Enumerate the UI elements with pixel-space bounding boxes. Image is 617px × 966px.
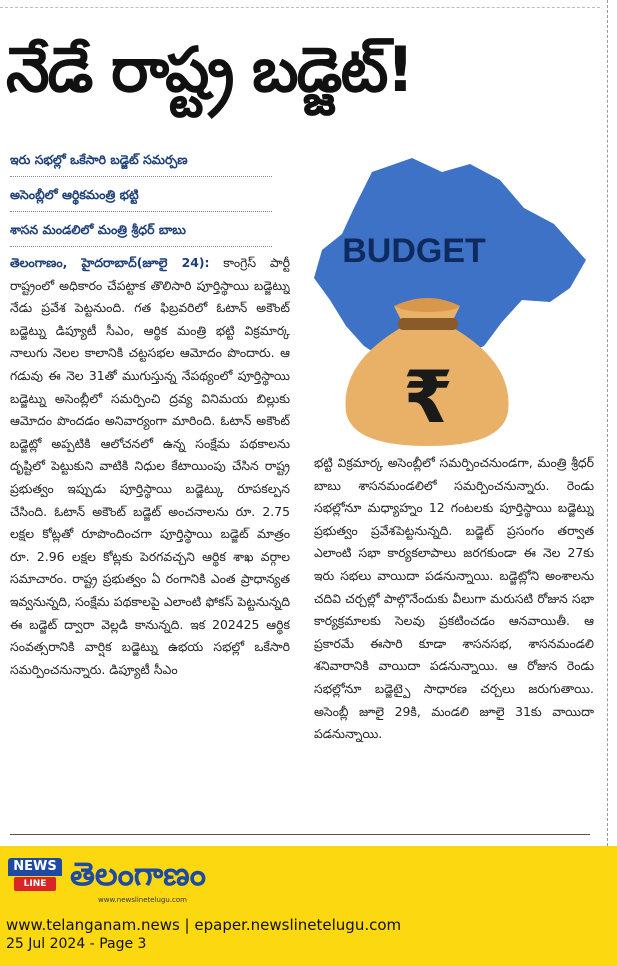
footer-date-page: 25 Jul 2024 - Page 3 (6, 936, 147, 952)
headline: నేడే రాష్ట్ర బడ్జెట్! (6, 33, 413, 106)
budget-label: BUDGET (342, 232, 486, 270)
paper-website: www.newslinetelugu.com (98, 896, 187, 904)
subhead-1: ఇరు సభల్లో ఒకేసారి బడ్జెట్ సమర్పణ (10, 148, 272, 177)
article-column-left (10, 252, 290, 822)
newsline-logo (8, 858, 62, 896)
subheads (10, 148, 272, 253)
budget-graphic (302, 150, 598, 450)
column-divider (607, 0, 609, 846)
subhead-2: అసెంబ్లీలో ఆర్థికమంత్రి భట్టి (10, 183, 272, 212)
rupee-symbol: ₹ (402, 355, 454, 439)
newsline-logo-bottom: LINE (14, 877, 56, 891)
paper-name-logo: తెలంగాణం (70, 855, 206, 893)
article-text-right: భట్టి విక్రమార్క అసెంబ్లీలో సమర్పించనుండగా, మంత్రి శ్రీధర్ బాబు శాసనమండలిలో సమర్పించనున్నారు. రెండు సభల్లోనూ మధ్యాహ్నం 12 గంటలకు పూర్తిస్థాయి బడ్జెట్ను ప్రభుత్వం ప్రవేశపెట్టనున్నది. బడ్జెట్ ప్రసంగం తర్వాత ఎలాంటి సభా కార్యకలాపాలు జరగకుండా ఈ నెల 27కు ఇరు సభలు వాయిదా పడనున్నాయి. బడ్జెట్లోని అంశాలను చదివి చర్చల్లో పాల్గొనేందుకు వీలుగా మరుసటి రోజున సభా కార్యక్రమాలకు సెలవు ప్రకటించడం ఆనవాయితీ. ఆ ప్రకారమే ఈసారి కూడా శాసనసభ, శాసనమండలి శనివారానికి వాయిదా పడనున్నాయి. ఆ రోజున రెండు సభల్లోనూ బడ్జెట్పై సాధారణ చర్చలు జరుగుతాయి. అసెంబ్లీ జూలై 29కి, మండలి జూలై 31కు వాయిదా పడనున్నాయి. (314, 455, 594, 742)
article-column-right (314, 452, 594, 822)
subhead-3: శాసన మండలిలో మంత్రి శ్రీధర్ బాబు (10, 218, 272, 247)
footer-links[interactable]: www.telanganam.news | epaper.newslinetelugu.com (6, 916, 402, 934)
bottom-divider (10, 834, 590, 835)
newsline-logo-top: NEWS (8, 858, 62, 876)
footer-banner (0, 846, 617, 966)
top-divider (0, 7, 600, 8)
article-text-left: కాంగ్రెస్ పార్టీ రాష్ట్రంలో అధికారం చేపట్టాక తొలిసారి పూర్తిస్థాయి బడ్జెట్ను నేడు ప్రవేశ పెట్టనుంది. గత ఫిబ్రవరిలో ఓటాన్ అకౌంట్ బడ్జెట్ను డిప్యూటీ సీఎం, ఆర్థిక మంత్రి భట్టి విక్రమార్క నాలుగు నెలల కాలానికి చట్టసభల ఆమోదం పొందారు. ఆ గడువు ఈ నెల 31తో ముగుస్తున్న నేపథ్యంలో పూర్తిస్థాయి బడ్జెట్ను అసెంబ్లీలో సమర్పించి ద్రవ్య వినిమయ బిల్లుకు ఆమోదం పొందడం అనివార్యంగా మారింది. ఓటాన్ అకౌంట్ బడ్జెట్లో అప్పటికి ఆలోచనలో ఉన్న సంక్షేమ పథకాలను దృష్టిలో పెట్టుకుని వాటికి నిధుల కేటాయింపు చేసిన రాష్ట్ర ప్రభుత్వం ఇప్పుడు పూర్తిస్థాయి బడ్జెట్కు రూపకల్పన చేసింది. ఓటాన్ అకౌంట్ బడ్జెట్ అంచనాలను రూ. 2.75 లక్షల కోట్లతో రూపొందించగా పూర్తిస్థాయి బడ్జెట్ మాత్రం రూ. 2.96 లక్షల కోట్లకు పెరగవచ్చని ఆర్థిక శాఖ వర్గాల సమాచారం. రాష్ట్ర ప్రభుత్వం ఏ రంగానికి ఎంత ప్రాధాన్యత ఇవ్వనున్నది, సంక్షేమ పథకాలపై ఎలాంటి ఫోకస్ పెట్టనున్నది ఈ బడ్జెట్ ద్వారా వెల్లడి కానున్నది. ఇక 202425 ఆర్థిక సంవత్సరానికి వార్షిక బడ్జెట్ను ఉభయ సభల్లో ఒకేసారి సమర్పించనున్నారు. డిప్యూటీ సీఎం (10, 255, 290, 677)
dateline: తెలంగాణం, హైదరాబాద్(జూలై 24): (10, 255, 210, 270)
